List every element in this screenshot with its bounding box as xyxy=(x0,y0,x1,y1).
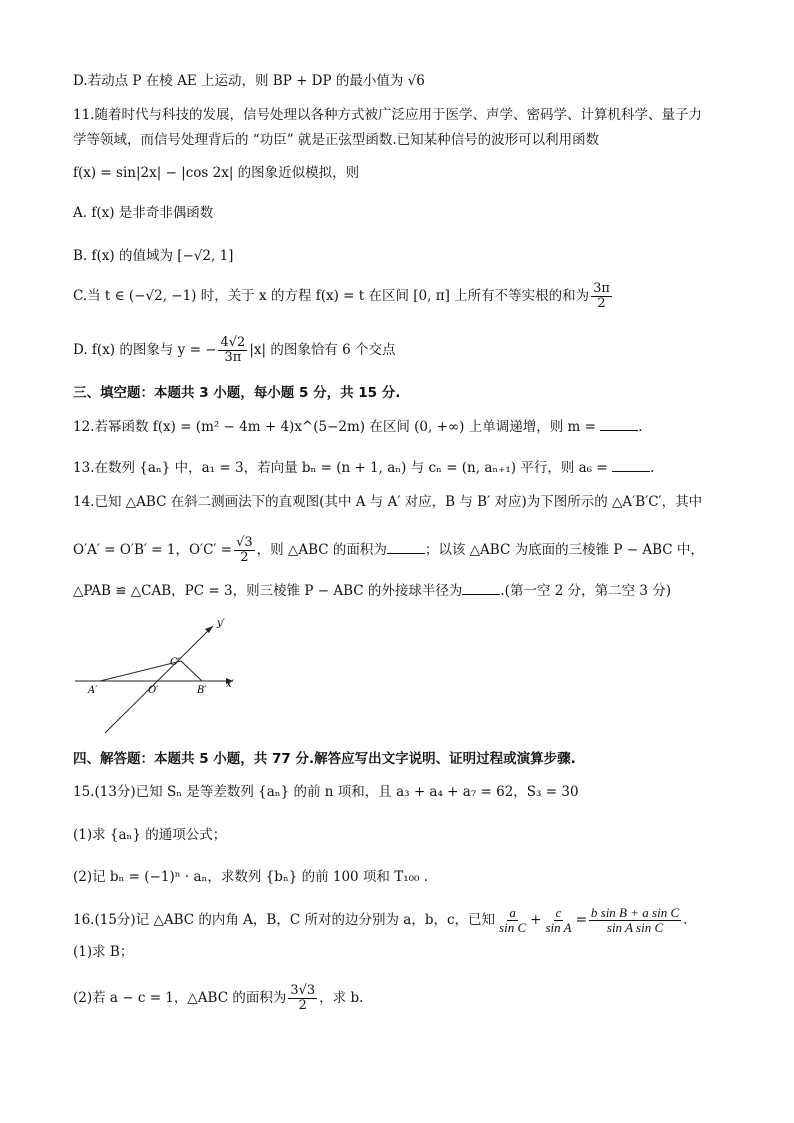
section-fill-in: 三、填空题：本题共 3 小题，每小题 5 分，共 15 分. xyxy=(73,385,401,401)
q11-option-b: B. f(x) 的值域为 [−√2, 1] xyxy=(73,248,234,264)
answer-blank xyxy=(600,416,638,431)
label-c: C′ xyxy=(170,657,180,668)
q16-part2: (2)若 a − c = 1，△ABC 的面积为 $\frac{3√3}{2}$ ，求 b. xyxy=(73,983,364,1013)
q16-part1: (1)求 B； xyxy=(73,944,134,960)
q12: 12.若幂函数 f(x) = (m² − 4m + 4)x^(5−2m) 在区间 (0, +∞) 上单调递增，则 m = . xyxy=(73,416,734,437)
answer-blank xyxy=(612,457,650,472)
option-d-q10: D.若动点 P 在棱 AE 上运动，则 BP + DP 的最小值为 √6 xyxy=(73,73,425,89)
y-axis xyxy=(105,626,213,733)
y-axis-arrow xyxy=(205,626,213,633)
label-o: O′ xyxy=(148,685,159,696)
answer-blank xyxy=(387,539,425,554)
q11-line2: 学等领域，而信号处理背后的 “功臣” 就是正弦型函数.已知某种信号的波形可以利用函数 xyxy=(73,132,600,148)
edge-a-c xyxy=(100,661,181,681)
q11-line1: 11.随着时代与科技的发展，信号处理以各种方式被广泛应用于医学、声学、密码学、计算机科学、量子力 xyxy=(73,107,702,123)
oblique-projection-figure xyxy=(73,613,251,736)
q11-option-c: C.当 t ∈ (−√2, −1) 时，关于 x 的方程 f(x) = t 在区间 [0, π] 上所有不等实根的和为 $\frac{3\pi}{2}$ xyxy=(73,281,610,311)
q11-option-a: A. f(x) 是非奇非偶函数 xyxy=(73,205,214,221)
q11-line3: f(x) = sin|2x| − |cos 2x| 的图象近似模拟，则 xyxy=(73,165,360,181)
q15-part2: (2)记 bₙ = (−1)ⁿ · aₙ，求数列 {bₙ} 的前 100 项和 T₁₀₀ . xyxy=(73,869,429,885)
label-a: A′ xyxy=(88,685,98,696)
q14-line1: 14.已知 △ABC 在斜二测画法下的直观图(其中 A 与 A′ 对应，B 与 B′ 对应)为下图所示的 △A′B′C′，其中 xyxy=(73,494,703,510)
label-y: y′ xyxy=(217,618,225,629)
q15: 15.(13分)已知 Sₙ 是等差数列 {aₙ} 的前 n 项和，且 a₃ + a₄ + a₇ = 62，S₃ = 30 xyxy=(73,784,579,800)
q16: 16.(15分)记 △ABC 的内角 A，B，C 所对的边分别为 a，b，c，已知 $\frac{a}{\text{sin C}}$ + $\frac{c}{\text{sin A}}$ = $\frac{\text{b sin B + a sin C}}{\text{sin A sin C}}$ . xyxy=(73,905,688,935)
q15-part1: (1)求 {aₙ} 的通项公式； xyxy=(73,827,227,843)
q14-line2: O′A′ = O′B′ = 1，O′C′ = $\frac{√3}{2}$ ，则 △ABC 的面积为 ；以该 △ABC 为底面的三棱锥 P − ABC 中， xyxy=(73,535,704,565)
q13: 13.在数列 {aₙ} 中，a₁ = 3，若向量 bₙ = (n + 1, aₙ) 与 cₙ = (n, aₙ₊₁) 平行，则 a₆ = . xyxy=(73,457,734,478)
q14-line3: △PAB ≌ △CAB，PC = 3，则三棱锥 P − ABC 的外接球半径为 .(第一空 2 分，第二空 3 分) xyxy=(73,580,734,601)
edge-c-b xyxy=(181,661,202,681)
label-b: B′ xyxy=(197,685,207,696)
label-x: x′ xyxy=(226,679,234,690)
section-solve: 四、解答题：本题共 5 小题，共 77 分.解答应写出文字说明、证明过程或演算步骤. xyxy=(73,751,576,767)
q11-option-d: D. f(x) 的图象与 y = − $\frac{4√2}{3\pi}$ |x| 的图象恰有 6 个交点 xyxy=(73,335,396,365)
answer-blank xyxy=(462,580,500,595)
